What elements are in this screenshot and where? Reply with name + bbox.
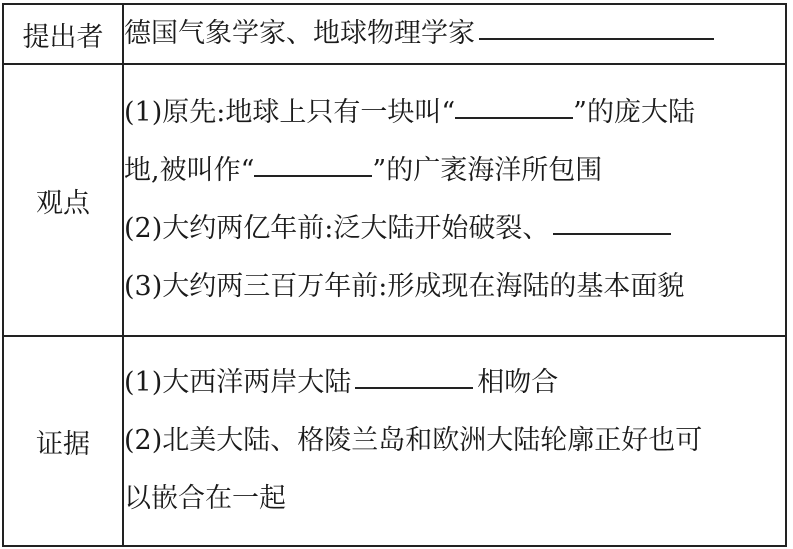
proposer-blank[interactable]	[479, 37, 714, 40]
views-item2-line	[124, 200, 785, 258]
views-label: 观点	[3, 64, 123, 336]
evidence-row	[3, 336, 786, 546]
views-item1-line2	[124, 142, 785, 200]
evidence-item2-line1	[124, 412, 785, 470]
views-item1-text-c: 地,被叫作“	[124, 155, 255, 186]
proposer-text: 德国气象学家、地球物理学家	[124, 18, 475, 49]
views-item2-text: (2)大约两亿年前:泛大陆开始破裂、	[124, 213, 550, 244]
views-item1-text-a: (1)原先:地球上只有一块叫“	[124, 97, 456, 128]
views-item1-line1	[124, 84, 785, 142]
evidence-item2-text-a: (2)北美大陆、格陵兰岛和欧洲大陆轮廓正好也可	[124, 425, 703, 456]
evidence-item1-text-b: 相吻合	[477, 367, 559, 398]
pangaea-blank[interactable]	[455, 116, 573, 119]
evidence-cell	[123, 336, 786, 546]
views-row	[3, 64, 786, 336]
drift-blank[interactable]	[553, 232, 671, 235]
evidence-label: 证据	[3, 336, 123, 546]
proposer-line	[124, 5, 785, 63]
views-item3-text: (3)大约两三百万年前:形成现在海陆的基本面貌	[124, 271, 685, 302]
views-item1-text-d: ”的广袤海洋所包围	[372, 155, 603, 186]
views-cell	[123, 64, 786, 336]
ocean-blank[interactable]	[254, 174, 372, 177]
evidence-item1-line	[124, 354, 785, 412]
worksheet-table	[2, 3, 787, 547]
views-item3-line	[124, 258, 785, 316]
views-item1-text-b: ”的庞大陆	[573, 97, 695, 128]
evidence-item2-text-b: 以嵌合在一起	[124, 483, 286, 514]
proposer-row	[3, 4, 786, 64]
evidence-item2-line2	[124, 470, 785, 528]
proposer-cell	[123, 4, 786, 64]
coastline-blank[interactable]	[355, 386, 473, 389]
evidence-item1-text-a: (1)大西洋两岸大陆	[124, 367, 352, 398]
proposer-label: 提出者	[3, 4, 123, 64]
